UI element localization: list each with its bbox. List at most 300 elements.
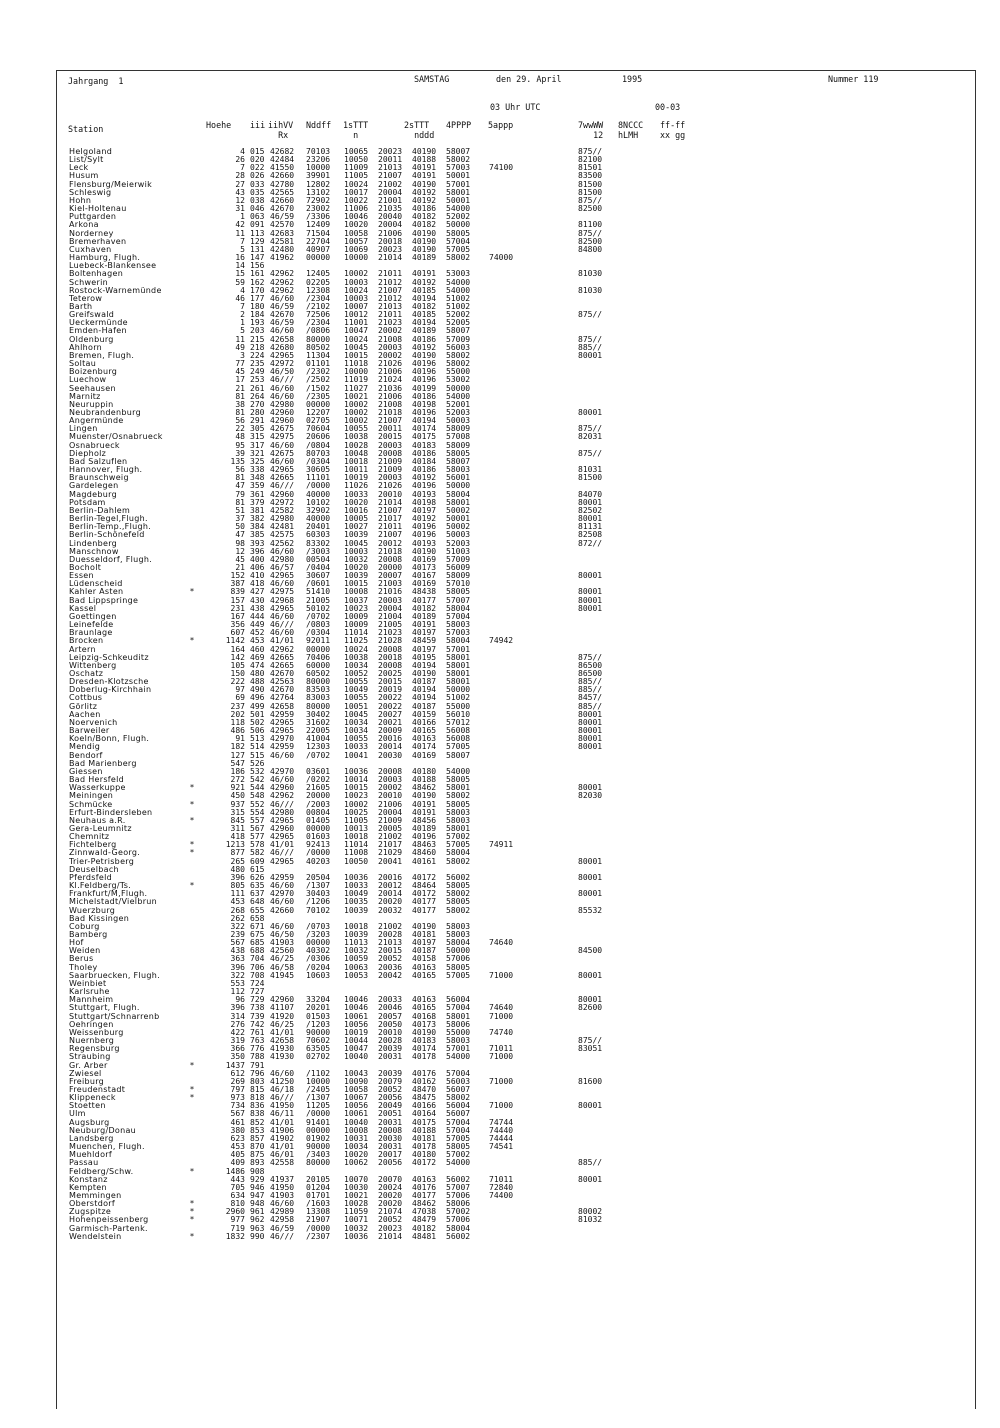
group-ihvv: 42980: [270, 514, 295, 524]
group-nddff: 80000: [306, 701, 331, 711]
group-4pppp: 48456: [412, 815, 437, 825]
station-height: 1832: [225, 1231, 245, 1241]
group-1sttt: 11059: [344, 1207, 369, 1217]
station-id: 635: [250, 881, 265, 891]
station-id: 264: [250, 391, 265, 401]
table-row: [0, 670, 1000, 678]
group-ihvv: 42965: [270, 856, 295, 866]
group-4pppp: 47038: [412, 1207, 437, 1217]
group-2sttt: 20007: [378, 571, 403, 581]
group-8nccc: 80001: [578, 408, 603, 417]
group-2sttt: 20003: [378, 595, 403, 605]
group-ihvv: 42975: [270, 432, 295, 442]
group-5appp: 50000: [446, 220, 471, 230]
station-height: 91: [235, 734, 245, 744]
group-2sttt: 21007: [378, 285, 403, 295]
group-7wwww: 74744: [489, 1117, 514, 1127]
station-id: 235: [250, 359, 265, 369]
group-nddff: 10000: [306, 1076, 331, 1086]
group-5appp: 58003: [446, 815, 471, 825]
group-5appp: 57012: [446, 717, 471, 727]
group-5appp: 58003: [446, 930, 471, 939]
group-nddff: 33204: [306, 995, 331, 1005]
group-1sttt: 11026: [344, 481, 369, 491]
station-id: 280: [250, 408, 265, 417]
group-4pppp: 40190: [412, 669, 437, 678]
group-ihvv: 42960: [270, 408, 295, 417]
station-name: Deuselbach: [69, 864, 119, 874]
group-2sttt: 20002: [378, 326, 403, 336]
station-id: 427: [250, 587, 265, 597]
table-row: [0, 776, 1000, 784]
group-8nccc: 81032: [578, 1215, 603, 1225]
group-5appp: 53003: [446, 269, 471, 279]
group-1sttt: 10008: [344, 587, 369, 597]
station-name: Kempten: [69, 1182, 107, 1192]
group-nddff: /0202: [306, 775, 331, 785]
table-row: [0, 344, 1000, 352]
group-nddff: 22005: [306, 726, 331, 736]
col-ff: ff-ff xx gg: [660, 120, 686, 140]
group-ihvv: 42581: [270, 236, 295, 246]
group-ihvv: 46/60: [270, 921, 295, 931]
group-5appp: 50000: [446, 685, 471, 695]
high-station-mark: *: [190, 1084, 194, 1094]
group-5appp: 58001: [446, 677, 471, 687]
station-id: 410: [250, 571, 265, 581]
group-nddff: /0601: [306, 579, 331, 589]
group-2sttt: 20028: [378, 930, 403, 939]
station-name: Norderney: [69, 228, 114, 238]
group-4pppp: 40183: [412, 440, 437, 450]
table-row: [0, 597, 1000, 605]
station-height: 50: [235, 522, 245, 532]
col-nddff: Nddff: [306, 120, 332, 130]
group-ihvv: 42960: [270, 995, 295, 1005]
group-4pppp: 40166: [412, 717, 437, 727]
group-1sttt: 10063: [344, 962, 369, 972]
station-name: Gardelegen: [69, 481, 119, 491]
group-1sttt: 11001: [344, 318, 369, 328]
group-nddff: 21605: [306, 783, 331, 793]
group-8nccc: 885//: [578, 342, 603, 352]
group-5appp: 50000: [446, 481, 471, 491]
group-1sttt: 10032: [344, 1223, 369, 1233]
group-1sttt: 10021: [344, 1191, 369, 1200]
station-id: 838: [250, 1109, 265, 1119]
table-row: [0, 1159, 1000, 1167]
group-8nccc: 80001: [578, 734, 603, 744]
group-nddff: 13308: [306, 1207, 331, 1217]
group-ihvv: 42680: [270, 342, 295, 352]
group-4pppp: 40169: [412, 750, 437, 760]
group-8nccc: 81100: [578, 220, 603, 230]
group-1sttt: 10020: [344, 1150, 369, 1160]
group-nddff: /0000: [306, 848, 331, 858]
station-name: Neuhaus a.R.: [69, 815, 126, 825]
station-name: Bad Lippspringe: [69, 595, 139, 605]
group-2sttt: 21013: [378, 163, 403, 173]
group-nddff: 60502: [306, 669, 331, 678]
station-height: 81: [235, 391, 245, 401]
group-4pppp: 40187: [412, 701, 437, 711]
station-id: 515: [250, 750, 265, 760]
group-1sttt: 10037: [344, 595, 369, 605]
group-4pppp: 40190: [412, 546, 437, 556]
station-height: 265: [230, 856, 245, 866]
station-name: Potsdam: [69, 497, 106, 507]
station-name: Bremerhaven: [69, 236, 127, 246]
group-nddff: 20606: [306, 432, 331, 442]
group-2sttt: 21014: [378, 1231, 403, 1241]
station-id: 418: [250, 579, 265, 589]
group-1sttt: 10017: [344, 187, 369, 197]
group-8nccc: 80001: [578, 514, 603, 524]
group-5appp: 55000: [446, 701, 471, 711]
group-2sttt: 21014: [378, 253, 403, 263]
group-nddff: 23002: [306, 204, 331, 214]
group-1sttt: 10055: [344, 424, 369, 434]
station-height: 7: [240, 236, 245, 246]
group-1sttt: 11027: [344, 383, 369, 393]
group-nddff: 90000: [306, 1027, 331, 1037]
group-2sttt: 20031: [378, 1052, 403, 1062]
table-row: [0, 376, 1000, 384]
group-4pppp: 40181: [412, 1133, 437, 1143]
group-4pppp: 48438: [412, 587, 437, 597]
group-4pppp: 40187: [412, 677, 437, 687]
group-nddff: /2302: [306, 367, 331, 377]
group-nddff: 30605: [306, 465, 331, 475]
group-2sttt: 21013: [378, 301, 403, 311]
group-2sttt: 21002: [378, 179, 403, 189]
station-name: Luechow: [69, 375, 107, 385]
station-height: 4: [240, 285, 245, 295]
group-8nccc: 872//: [578, 538, 603, 548]
group-5appp: 52001: [446, 399, 471, 409]
group-ihvv: 42570: [270, 220, 295, 230]
group-4pppp: 40174: [412, 424, 437, 434]
group-4pppp: 40167: [412, 571, 437, 581]
group-2sttt: 21012: [378, 277, 403, 287]
station-name: Oschatz: [69, 669, 104, 678]
group-2sttt: 21036: [378, 383, 403, 393]
group-nddff: 00000: [306, 399, 331, 409]
group-8nccc: 885//: [578, 685, 603, 695]
table-row: [0, 523, 1000, 531]
group-ihvv: 41930: [270, 1044, 295, 1054]
table-row: [0, 637, 1000, 645]
group-2sttt: 20052: [378, 954, 403, 964]
station-id: 544: [250, 783, 265, 793]
station-name: Ahlhorn: [69, 342, 103, 352]
group-nddff: 71504: [306, 228, 331, 238]
group-4pppp: 40191: [412, 269, 437, 279]
group-ihvv: 42965: [270, 465, 295, 475]
group-2sttt: 20020: [378, 1191, 403, 1200]
group-4pppp: 40176: [412, 1068, 437, 1078]
group-4pppp: 40173: [412, 562, 437, 572]
station-name: Magdeburg: [69, 489, 117, 499]
group-4pppp: 40196: [412, 359, 437, 369]
group-1sttt: 10058: [344, 228, 369, 238]
group-1sttt: 10019: [344, 1027, 369, 1037]
station-name: Weinbiet: [69, 978, 107, 988]
group-nddff: /3003: [306, 546, 331, 556]
station-height: 56: [235, 465, 245, 475]
station-id: 948: [250, 1199, 265, 1209]
group-5appp: 58004: [446, 1223, 471, 1233]
group-2sttt: 21026: [378, 481, 403, 491]
station-name: Wittenberg: [69, 660, 117, 670]
table-row: [0, 295, 1000, 303]
group-4pppp: 40177: [412, 1191, 437, 1200]
group-4pppp: 40191: [412, 620, 437, 630]
station-height: 97: [235, 685, 245, 695]
group-2sttt: 20046: [378, 1003, 403, 1013]
high-station-mark: *: [190, 783, 194, 793]
group-ihvv: 41/01: [270, 840, 295, 850]
station-height: 315: [230, 807, 245, 817]
group-5appp: 50001: [446, 171, 471, 181]
group-1sttt: 10034: [344, 717, 369, 727]
group-nddff: 70102: [306, 905, 331, 915]
group-5appp: 57005: [446, 244, 471, 254]
station-id: 947: [250, 1191, 265, 1200]
group-2sttt: 21002: [378, 921, 403, 931]
station-name: Bad Salzuflen: [69, 456, 128, 466]
group-ihvv: 42675: [270, 448, 295, 458]
station-name: Oldenburg: [69, 334, 114, 344]
group-nddff: 63505: [306, 1044, 331, 1054]
table-row: [0, 466, 1000, 474]
col-nccc: 8NCCC hLMH: [618, 120, 644, 140]
group-1sttt: 10061: [344, 1109, 369, 1119]
group-1sttt: 10035: [344, 897, 369, 907]
group-nddff: 12802: [306, 179, 331, 189]
station-id: 305: [250, 424, 265, 434]
group-2sttt: 20023: [378, 1223, 403, 1233]
station-id: 557: [250, 815, 265, 825]
group-2sttt: 20028: [378, 1036, 403, 1046]
group-nddff: /0702: [306, 750, 331, 760]
group-5appp: 58009: [446, 424, 471, 434]
station-name: Regensburg: [69, 1044, 120, 1054]
group-ihvv: 42965: [270, 717, 295, 727]
group-7wwww: 74640: [489, 1003, 514, 1013]
station-height: 28: [235, 171, 245, 181]
group-nddff: 60000: [306, 660, 331, 670]
group-4pppp: 40182: [412, 220, 437, 230]
group-2sttt: 20010: [378, 489, 403, 499]
table-row: [0, 605, 1000, 613]
group-8nccc: 80001: [578, 742, 603, 752]
group-5appp: 58005: [446, 1142, 471, 1152]
station-id: 514: [250, 742, 265, 752]
group-ihvv: 46/50: [270, 930, 295, 939]
group-2sttt: 20019: [378, 685, 403, 695]
station-name: Berlin-Dahlem: [69, 505, 131, 515]
station-height: 5: [240, 244, 245, 254]
group-ihvv: 42558: [270, 1158, 295, 1168]
high-station-mark: *: [190, 848, 194, 858]
group-5appp: 52002: [446, 212, 471, 222]
group-4pppp: 40178: [412, 1142, 437, 1152]
group-ihvv: 42965: [270, 815, 295, 825]
group-2sttt: 21013: [378, 938, 403, 948]
station-id: 385: [250, 530, 265, 540]
station-height: 262: [230, 913, 245, 923]
group-1sttt: 10025: [344, 807, 369, 817]
high-station-mark: *: [190, 881, 194, 891]
group-nddff: /0404: [306, 562, 331, 572]
group-ihvv: 42960: [270, 823, 295, 833]
group-nddff: 91401: [306, 1117, 331, 1127]
station-name: Doberlug-Kirchhain: [69, 685, 152, 695]
group-1sttt: 10071: [344, 1215, 369, 1225]
group-nddff: 12207: [306, 408, 331, 417]
group-nddff: /2102: [306, 301, 331, 311]
station-name: Luebeck-Blankensee: [69, 261, 157, 271]
station-height: 27: [235, 179, 245, 189]
station-id: 875: [250, 1150, 265, 1160]
station-id: 761: [250, 1027, 265, 1037]
group-1sttt: 10033: [344, 742, 369, 752]
table-row: [0, 955, 1000, 963]
group-nddff: /1307: [306, 1093, 331, 1103]
group-5appp: 57007: [446, 1182, 471, 1192]
station-name: Kiel-Holtenau: [69, 204, 127, 214]
group-2sttt: 20023: [378, 147, 403, 156]
station-id: 796: [250, 1068, 265, 1078]
group-ihvv: 42764: [270, 693, 295, 703]
group-5appp: 57004: [446, 1003, 471, 1013]
table-row: [0, 1225, 1000, 1233]
table-row: [0, 841, 1000, 849]
station-id: 675: [250, 930, 265, 939]
table-row: [0, 817, 1000, 825]
station-name: Augsburg: [69, 1117, 110, 1127]
group-nddff: /0806: [306, 326, 331, 336]
group-5appp: 57006: [446, 1215, 471, 1225]
table-row: [0, 319, 1000, 327]
group-1sttt: 10040: [344, 1117, 369, 1127]
table-row: [0, 287, 1000, 295]
station-height: 450: [230, 791, 245, 801]
group-1sttt: 10002: [344, 269, 369, 279]
table-row: [0, 352, 1000, 360]
group-4pppp: 48463: [412, 840, 437, 850]
group-1sttt: 10045: [344, 709, 369, 719]
group-4pppp: 40194: [412, 416, 437, 426]
station-name: Marnitz: [69, 391, 101, 401]
station-height: 567: [230, 1109, 245, 1119]
station-height: 105: [230, 660, 245, 670]
group-1sttt: 10090: [344, 1076, 369, 1086]
table-row: [0, 572, 1000, 580]
group-8nccc: 82500: [578, 204, 603, 214]
group-ihvv: 46///: [270, 620, 295, 630]
station-id: 615: [250, 864, 265, 874]
group-8nccc: 875//: [578, 652, 603, 662]
station-name: Lüdenscheid: [69, 579, 123, 589]
group-1sttt: 10022: [344, 195, 369, 205]
table-row: [0, 915, 1000, 923]
station-height: 311: [230, 823, 245, 833]
group-4pppp: 40194: [412, 293, 437, 303]
group-2sttt: 20008: [378, 448, 403, 458]
group-ihvv: 46/60: [270, 611, 295, 621]
group-4pppp: 40182: [412, 603, 437, 613]
group-5appp: 52003: [446, 538, 471, 548]
group-1sttt: 10024: [344, 179, 369, 189]
station-id: 739: [250, 1011, 265, 1021]
station-height: 405: [230, 1150, 245, 1160]
group-4pppp: 40165: [412, 726, 437, 736]
group-7wwww: 74942: [489, 636, 514, 646]
group-4pppp: 40176: [412, 1182, 437, 1192]
group-2sttt: 21018: [378, 546, 403, 556]
group-ihvv: 42563: [270, 677, 295, 687]
group-ihvv: 42562: [270, 538, 295, 548]
group-nddff: 00804: [306, 807, 331, 817]
table-row: [0, 1102, 1000, 1110]
station-height: 797: [230, 1084, 245, 1094]
group-1sttt: 10027: [344, 522, 369, 532]
table-row: [0, 809, 1000, 817]
group-5appp: 50003: [446, 416, 471, 426]
station-height: 186: [230, 766, 245, 776]
station-height: 96: [235, 995, 245, 1005]
group-2sttt: 20012: [378, 881, 403, 891]
group-4pppp: 40186: [412, 465, 437, 475]
group-5appp: 57004: [446, 1117, 471, 1127]
group-ihvv: 41/01: [270, 1027, 295, 1037]
col-hoehe: Hoehe: [206, 120, 232, 130]
group-4pppp: 40177: [412, 595, 437, 605]
group-ihvv: 42675: [270, 424, 295, 434]
station-name: Weissenburg: [69, 1027, 124, 1037]
table-row: [0, 507, 1000, 515]
group-ihvv: 42960: [270, 489, 295, 499]
table-row: [0, 564, 1000, 572]
station-id: 818: [250, 1093, 265, 1103]
group-8nccc: 80001: [578, 970, 603, 980]
station-name: Klippeneck: [69, 1093, 116, 1103]
station-height: 47: [235, 481, 245, 491]
group-2sttt: 21001: [378, 195, 403, 205]
station-height: 268: [230, 905, 245, 915]
group-ihvv: 46///: [270, 1231, 295, 1241]
group-1sttt: 10014: [344, 775, 369, 785]
group-1sttt: 10036: [344, 1231, 369, 1241]
station-id: 502: [250, 717, 265, 727]
station-name: Muehldorf: [69, 1150, 112, 1160]
station-id: 193: [250, 318, 265, 328]
group-1sttt: 10056: [344, 1019, 369, 1029]
station-name: Straubing: [69, 1052, 111, 1062]
station-id: 325: [250, 456, 265, 466]
group-ihvv: 41945: [270, 970, 295, 980]
group-2sttt: 20079: [378, 1076, 403, 1086]
group-ihvv: 42682: [270, 147, 295, 156]
group-ihvv: 41550: [270, 163, 295, 173]
station-name: Lingen: [69, 424, 98, 434]
station-height: 21: [235, 562, 245, 572]
group-8nccc: 80001: [578, 889, 603, 899]
group-4pppp: 40184: [412, 456, 437, 466]
station-id: 626: [250, 872, 265, 882]
